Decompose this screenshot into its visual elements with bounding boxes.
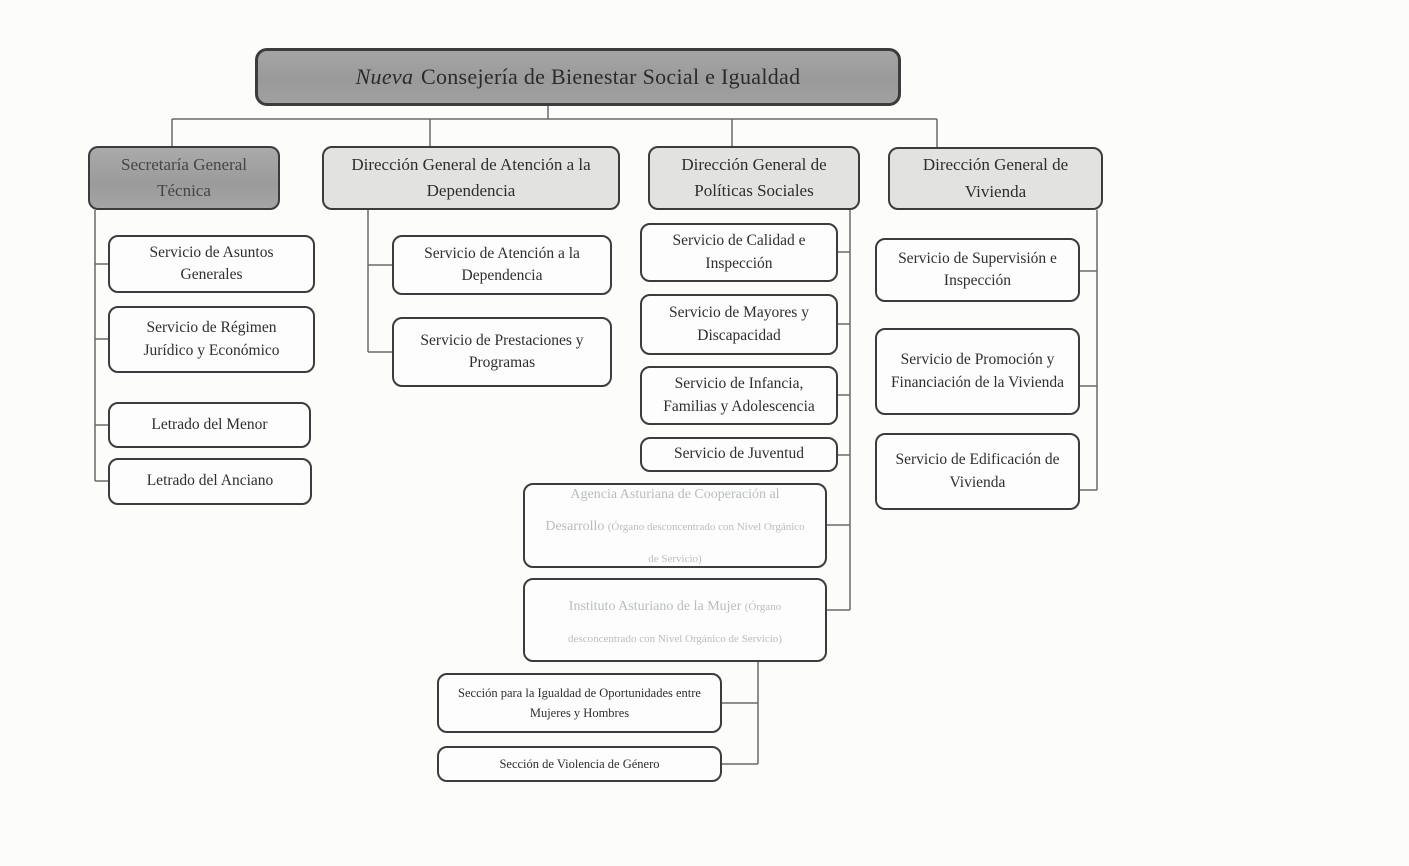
- section-label: Sección de Violencia de Género: [499, 757, 660, 771]
- agency-note: (Órgano desconcentrado con Nivel Orgánico de Servicio): [607, 520, 805, 565]
- service-promocion-financiacion-vivienda: [875, 328, 1080, 415]
- service-mayores-discapacidad: [640, 294, 838, 355]
- agency-note: (Órgano desconcentrado con Nivel Orgánico de Servicio): [568, 601, 782, 645]
- service-label: Servicio de Mayores y Discapacidad: [669, 304, 809, 344]
- service-label: Servicio de Edificación de Vivienda: [895, 451, 1060, 491]
- root-title-rest: Consejería de Bienestar Social e Igualdad: [420, 64, 801, 90]
- service-calidad-inspeccion: [640, 223, 838, 282]
- branch-label: Dirección General de Vivienda: [922, 155, 1069, 201]
- instituto-asturiano-mujer: [523, 578, 827, 662]
- seccion-violencia-genero: [437, 746, 722, 782]
- service-label: Servicio de Calidad e Inspección: [672, 232, 806, 272]
- agency-label: [545, 590, 805, 654]
- service-label: Servicio de Infancia, Familias y Adolescencia: [663, 375, 815, 415]
- service-atencion-dependencia: [392, 235, 612, 295]
- root-box: [255, 48, 901, 106]
- service-prestaciones-programas: [392, 317, 612, 387]
- seccion-igualdad-oportunidades: [437, 673, 722, 733]
- service-supervision-inspeccion: [875, 238, 1080, 302]
- service-label: Servicio de Asuntos Generales: [149, 243, 274, 283]
- branch-label: Dirección General de Políticas Sociales: [681, 154, 827, 200]
- service-label: Servicio de Atención a la Dependencia: [424, 244, 580, 284]
- service-letrado-del-menor: [108, 402, 311, 448]
- service-infancia-familias-adolescencia: [640, 366, 838, 425]
- service-label: Letrado del Menor: [151, 415, 268, 433]
- service-label: Letrado del Anciano: [146, 472, 274, 490]
- service-label: Servicio de Promoción y Financiación de la Vivienda: [890, 351, 1065, 391]
- branch-label: Secretaría General Técnica: [121, 154, 247, 200]
- service-label: Servicio de Juventud: [673, 445, 804, 463]
- branch-politicas-sociales: [648, 146, 860, 210]
- root-title-emphasis: Nueva: [355, 64, 414, 90]
- service-letrado-del-anciano: [108, 458, 312, 505]
- service-label: Servicio de Prestaciones y Programas: [420, 331, 584, 371]
- service-asuntos-generales: [108, 235, 315, 293]
- agency-name: Instituto Asturiano de la Mujer: [568, 599, 742, 614]
- branch-secretaria-general-tecnica: [88, 146, 280, 210]
- branch-vivienda: [888, 147, 1103, 210]
- branch-atencion-dependencia: [322, 146, 620, 210]
- agency-label: [545, 478, 805, 574]
- service-regimen-juridico-economico: [108, 306, 315, 373]
- section-label: Sección para la Igualdad de Oportunidades entre Mujeres y Hombres: [458, 686, 701, 720]
- service-label: Servicio de Régimen Jurídico y Económico: [143, 319, 280, 359]
- branch-label: Dirección General de Atención a la Dependencia: [351, 154, 591, 200]
- service-label: Servicio de Supervisión e Inspección: [898, 249, 1057, 289]
- agency-name: Agencia Asturiana de Cooperación al Desarrollo: [545, 486, 780, 534]
- service-juventud: [640, 437, 838, 472]
- agency-cooperacion-desarrollo: [523, 483, 827, 568]
- root-title: [356, 61, 801, 93]
- service-edificacion-vivienda: [875, 433, 1080, 510]
